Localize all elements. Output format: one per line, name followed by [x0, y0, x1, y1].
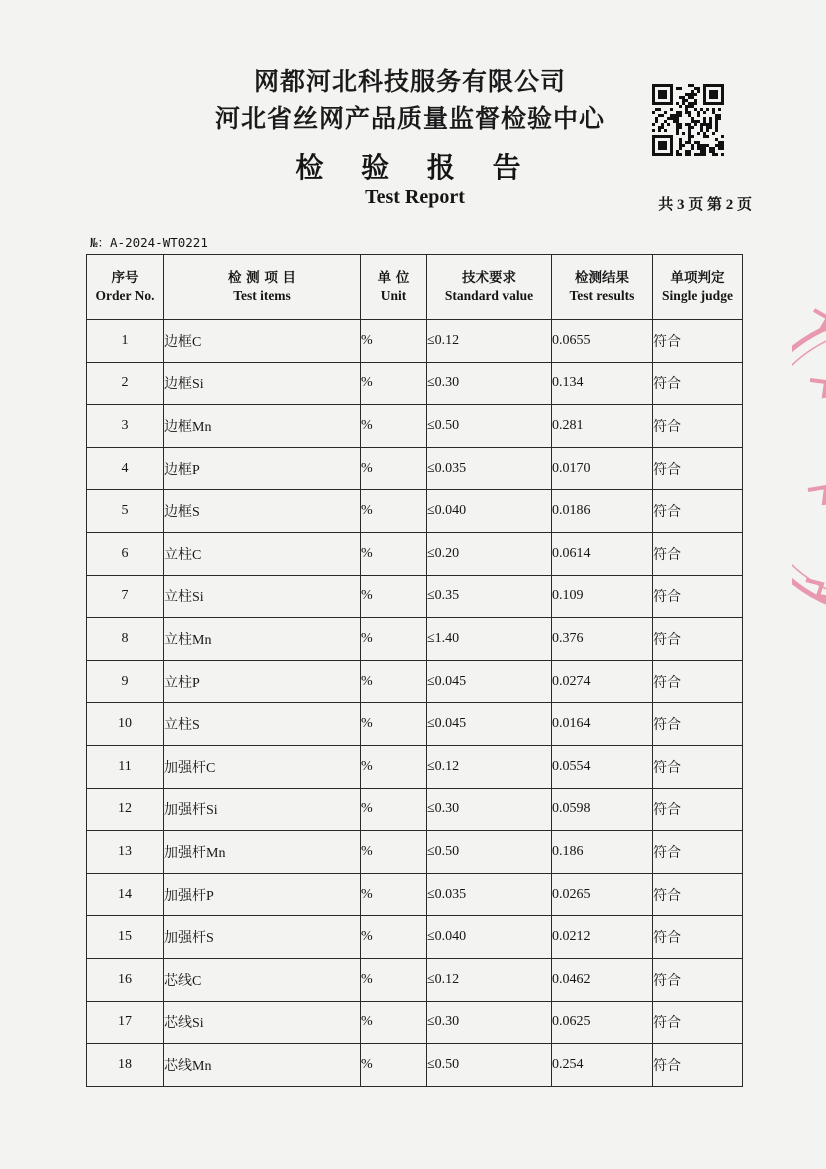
- unit-cell: %: [361, 1044, 427, 1087]
- single-judge-cell: 符合: [653, 490, 743, 533]
- order-no-cell: 4: [87, 447, 164, 490]
- test-result-cell: 0.376: [552, 618, 653, 661]
- table-row: [87, 575, 743, 618]
- unit-cell: %: [361, 320, 427, 363]
- test-item-cell: 边框Si: [164, 362, 361, 405]
- test-item-cell: 芯线Si: [164, 1001, 361, 1044]
- standard-value-cell: ≤0.045: [427, 660, 552, 703]
- table-row: [87, 873, 743, 916]
- test-result-cell: 0.0554: [552, 745, 653, 788]
- single-judge-cell: 符合: [653, 405, 743, 448]
- standard-value-cell: ≤0.30: [427, 788, 552, 831]
- order-no-cell: 6: [87, 532, 164, 575]
- test-result-cell: 0.0170: [552, 447, 653, 490]
- test-result-cell: 0.0614: [552, 532, 653, 575]
- test-item-cell: 立柱Mn: [164, 618, 361, 661]
- single-judge-cell: 符合: [653, 362, 743, 405]
- test-item-cell: 立柱P: [164, 660, 361, 703]
- order-no-cell: 5: [87, 490, 164, 533]
- standard-value-cell: ≤0.20: [427, 532, 552, 575]
- unit-cell: %: [361, 958, 427, 1001]
- unit-cell: %: [361, 618, 427, 661]
- unit-cell: %: [361, 660, 427, 703]
- order-no-cell: 16: [87, 958, 164, 1001]
- test-result-cell: 0.0164: [552, 703, 653, 746]
- test-result-cell: 0.109: [552, 575, 653, 618]
- report-title-en: Test Report: [365, 186, 465, 208]
- unit-cell: %: [361, 405, 427, 448]
- test-item-cell: 加强杆Mn: [164, 831, 361, 874]
- test-result-cell: 0.0186: [552, 490, 653, 533]
- unit-cell: %: [361, 916, 427, 959]
- single-judge-cell: 符合: [653, 447, 743, 490]
- standard-value-cell: ≤1.40: [427, 618, 552, 661]
- single-judge-cell: 符合: [653, 1044, 743, 1087]
- unit-cell: %: [361, 1001, 427, 1044]
- test-result-cell: 0.0598: [552, 788, 653, 831]
- header-test-items: 检 测 项 目 Test items: [164, 255, 361, 320]
- test-result-cell: 0.0655: [552, 320, 653, 363]
- order-no-cell: 13: [87, 831, 164, 874]
- test-item-cell: 加强杆C: [164, 745, 361, 788]
- test-item-cell: 立柱C: [164, 532, 361, 575]
- table-row: [87, 831, 743, 874]
- single-judge-cell: 符合: [653, 532, 743, 575]
- standard-value-cell: ≤0.040: [427, 916, 552, 959]
- unit-cell: %: [361, 575, 427, 618]
- single-judge-cell: 符合: [653, 958, 743, 1001]
- standard-value-cell: ≤0.035: [427, 447, 552, 490]
- standard-value-cell: ≤0.12: [427, 958, 552, 1001]
- test-item-cell: 芯线C: [164, 958, 361, 1001]
- order-no-cell: 15: [87, 916, 164, 959]
- standard-value-cell: ≤0.045: [427, 703, 552, 746]
- single-judge-cell: 符合: [653, 618, 743, 661]
- unit-cell: %: [361, 788, 427, 831]
- table-row: [87, 788, 743, 831]
- table-row: [87, 447, 743, 490]
- qr-code-icon[interactable]: [652, 84, 724, 156]
- header-single-judge: 单项判定 Single judge: [653, 255, 743, 320]
- table-row: [87, 1001, 743, 1044]
- test-result-cell: 0.281: [552, 405, 653, 448]
- table-row: [87, 532, 743, 575]
- standard-value-cell: ≤0.35: [427, 575, 552, 618]
- table-row: [87, 618, 743, 661]
- standard-value-cell: ≤0.035: [427, 873, 552, 916]
- unit-cell: %: [361, 362, 427, 405]
- table-row: [87, 1044, 743, 1087]
- order-no-cell: 18: [87, 1044, 164, 1087]
- organization-name: 网都河北科技服务有限公司: [253, 67, 566, 96]
- test-result-cell: 0.134: [552, 362, 653, 405]
- order-no-cell: 10: [87, 703, 164, 746]
- order-no-cell: 1: [87, 320, 164, 363]
- test-item-cell: 立柱S: [164, 703, 361, 746]
- unit-cell: %: [361, 447, 427, 490]
- official-seal-stamp: [792, 280, 826, 650]
- test-item-cell: 边框P: [164, 447, 361, 490]
- test-result-cell: 0.0212: [552, 916, 653, 959]
- header-order-no: 序号 Order No.: [87, 255, 164, 320]
- page-counter: 共 3 页 第 2 页: [658, 197, 752, 213]
- single-judge-cell: 符合: [653, 788, 743, 831]
- table-row: [87, 490, 743, 533]
- order-no-cell: 7: [87, 575, 164, 618]
- standard-value-cell: ≤0.040: [427, 490, 552, 533]
- report-number: №：A-2024-WT0221: [90, 235, 208, 250]
- standard-value-cell: ≤0.50: [427, 405, 552, 448]
- unit-cell: %: [361, 490, 427, 533]
- table-row: [87, 320, 743, 363]
- inspection-center-name: 河北省丝网产品质量监督检验中心: [214, 104, 605, 133]
- test-item-cell: 加强杆P: [164, 873, 361, 916]
- order-no-cell: 12: [87, 788, 164, 831]
- table-row: [87, 703, 743, 746]
- order-no-cell: 11: [87, 745, 164, 788]
- single-judge-cell: 符合: [653, 873, 743, 916]
- order-no-cell: 8: [87, 618, 164, 661]
- test-result-cell: 0.254: [552, 1044, 653, 1087]
- header-test-results: 检测结果 Test results: [552, 255, 653, 320]
- test-result-cell: 0.0265: [552, 873, 653, 916]
- order-no-cell: 9: [87, 660, 164, 703]
- test-item-cell: 芯线Mn: [164, 1044, 361, 1087]
- test-item-cell: 边框Mn: [164, 405, 361, 448]
- test-results-table: [86, 254, 743, 1087]
- table-row: [87, 745, 743, 788]
- standard-value-cell: ≤0.30: [427, 1001, 552, 1044]
- test-item-cell: 加强杆Si: [164, 788, 361, 831]
- order-no-cell: 2: [87, 362, 164, 405]
- test-result-cell: 0.186: [552, 831, 653, 874]
- header-standard-value: 技术要求 Standard value: [427, 255, 552, 320]
- order-no-cell: 17: [87, 1001, 164, 1044]
- test-item-cell: 边框S: [164, 490, 361, 533]
- single-judge-cell: 符合: [653, 916, 743, 959]
- standard-value-cell: ≤0.30: [427, 362, 552, 405]
- single-judge-cell: 符合: [653, 320, 743, 363]
- single-judge-cell: 符合: [653, 1001, 743, 1044]
- unit-cell: %: [361, 703, 427, 746]
- single-judge-cell: 符合: [653, 575, 743, 618]
- order-no-cell: 14: [87, 873, 164, 916]
- single-judge-cell: 符合: [653, 660, 743, 703]
- table-row: [87, 362, 743, 405]
- order-no-cell: 3: [87, 405, 164, 448]
- unit-cell: %: [361, 873, 427, 916]
- single-judge-cell: 符合: [653, 831, 743, 874]
- table-row: [87, 660, 743, 703]
- test-item-cell: 立柱Si: [164, 575, 361, 618]
- header-unit: 单 位 Unit: [361, 255, 427, 320]
- single-judge-cell: 符合: [653, 745, 743, 788]
- unit-cell: %: [361, 745, 427, 788]
- standard-value-cell: ≤0.50: [427, 1044, 552, 1087]
- test-result-cell: 0.0274: [552, 660, 653, 703]
- standard-value-cell: ≤0.12: [427, 745, 552, 788]
- unit-cell: %: [361, 831, 427, 874]
- test-result-cell: 0.0625: [552, 1001, 653, 1044]
- test-item-cell: 边框C: [164, 320, 361, 363]
- table-row: [87, 916, 743, 959]
- report-title-cn: 检 验 报 告: [295, 151, 535, 184]
- table-header-row: [87, 255, 743, 320]
- standard-value-cell: ≤0.12: [427, 320, 552, 363]
- test-result-cell: 0.0462: [552, 958, 653, 1001]
- unit-cell: %: [361, 532, 427, 575]
- table-row: [87, 958, 743, 1001]
- single-judge-cell: 符合: [653, 703, 743, 746]
- table-row: [87, 405, 743, 448]
- test-item-cell: 加强杆S: [164, 916, 361, 959]
- standard-value-cell: ≤0.50: [427, 831, 552, 874]
